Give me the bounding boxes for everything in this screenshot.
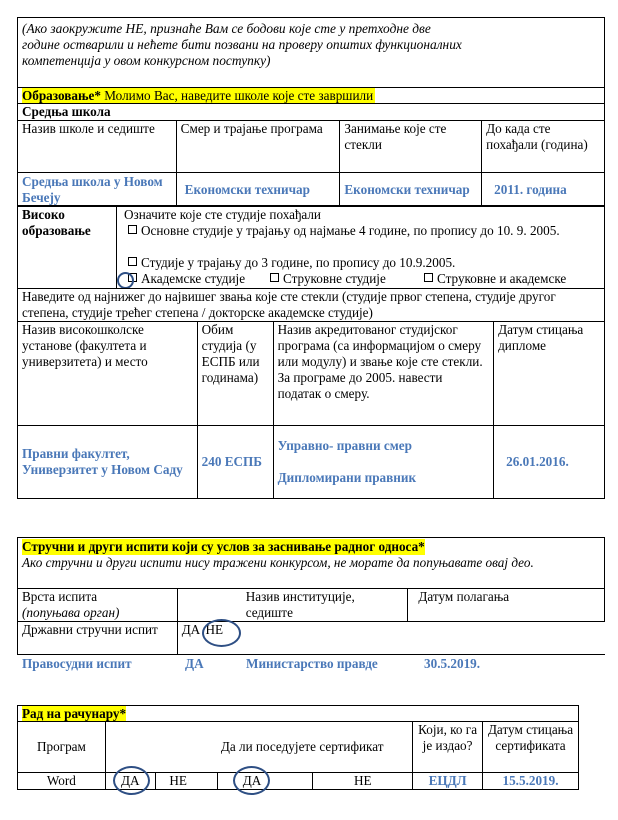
higher-col-institution: Назив високошколске установе (факултета и универзитета) и место	[18, 322, 198, 426]
computer-program: Word	[18, 773, 106, 790]
secondary-label: Средња школа	[22, 104, 111, 119]
higher-col-ects: Обим студија (у ЕСПБ или годинама)	[197, 322, 273, 426]
secondary-occupation: Економски техничар	[340, 173, 482, 207]
exams-heading: Стручни и други испити који су услов за заснивање радног односа*	[22, 539, 425, 554]
option-2-label: Студије у трајању до 3 године, по пропису до 10.9.2005.	[141, 255, 456, 270]
cert-yes-1[interactable]: ДА	[105, 773, 155, 790]
education-heading-label: Образовање*	[22, 88, 101, 103]
exams-table	[17, 588, 605, 655]
secondary-col-name: Назив школе и седиште	[18, 121, 177, 173]
cert-no-2[interactable]: НЕ	[313, 773, 413, 790]
state-exam-yes[interactable]: ДА	[181, 622, 201, 637]
computer-col-program: Програм	[18, 722, 106, 773]
higher-program-cell	[273, 426, 493, 499]
computer-col-cert: Да ли поседујете сертификат	[105, 722, 412, 773]
higher-date: 26.01.2016.	[494, 426, 605, 499]
cert-no-1[interactable]: НЕ	[155, 773, 217, 790]
vocational-academic-label: Струковне и академске	[437, 271, 567, 286]
secondary-col-program: Смер и трајање програма	[176, 121, 340, 173]
exams-col-type	[18, 589, 178, 622]
higher-edu-label: Високо образовање	[22, 207, 91, 238]
higher-edu-option-1	[124, 223, 600, 239]
higher-degree-title: Дипломирани правник	[277, 470, 417, 485]
higher-edu-instruction: Означите које сте студије похађали	[124, 207, 321, 222]
computer-col-issuer: Који, ко га је издао?	[413, 722, 483, 773]
higher-edu-option-3	[128, 271, 245, 287]
higher-edu-option-2	[128, 255, 455, 271]
secondary-year: 2011. година	[482, 173, 605, 207]
education-heading-text: Молимо Вас, наведите школе које сте завршили	[100, 88, 374, 103]
state-exam-label: Државни стручни испит	[18, 622, 178, 655]
checkbox-option-1[interactable]	[128, 225, 137, 234]
exam-yes: ДА	[185, 656, 204, 671]
state-exam-no[interactable]: НЕ	[205, 622, 224, 637]
circle-mark-no	[202, 619, 241, 647]
higher-program: Управно- правни смер	[277, 438, 412, 453]
higher-education-table	[17, 321, 605, 499]
exam-name: Правосудни испит	[22, 656, 132, 671]
cert-date: 15.5.2019.	[483, 773, 579, 790]
higher-list-instruction: Наведите од најнижег до највишег звања које сте стекли (студије првог степена, студије другог степена, студије трећег степена / докторске академске студије)	[22, 289, 556, 320]
exams-col-type-sub: (попуњава орган)	[22, 605, 120, 620]
computer-table	[17, 721, 579, 790]
state-exam-answer	[177, 622, 604, 655]
secondary-program: Економски техничар	[176, 173, 340, 207]
checkbox-vocational[interactable]	[270, 273, 279, 282]
academic-label: Академске студије	[141, 271, 246, 286]
vocational-label: Струковне студије	[283, 271, 386, 286]
secondary-school-name: Средња школа у Новом Бечеју	[18, 173, 177, 207]
checkbox-option-2[interactable]	[128, 257, 137, 266]
education-heading	[22, 88, 375, 103]
cert-yes-2[interactable]: ДА	[217, 773, 313, 790]
higher-institution: Правни факултет, Универзитет у Новом Саду	[18, 426, 198, 499]
higher-edu-option-5	[424, 271, 566, 287]
computer-heading: Рад на рачунару*	[22, 706, 127, 721]
exams-note: Ако стручни и други испити нису тражени конкурсом, не морате да попуњавате овај део.	[22, 555, 534, 570]
option-1-label: Основне студије у трајању од најмање 4 године, по пропису до 10. 9. 2005.	[141, 223, 560, 238]
checkbox-vocational-academic[interactable]	[424, 273, 433, 282]
cert-issuer: ЕЦДЛ	[413, 773, 483, 790]
exams-col-institution: Назив институције, седиште	[177, 589, 408, 622]
circle-mark-academic	[117, 272, 134, 289]
exams-col-date: Датум полагања	[408, 589, 605, 622]
computer-col-date: Датум стицања сертификата	[483, 722, 579, 773]
secondary-col-occupation: Занимање које сте стекли	[340, 121, 482, 173]
exams-col-type-label: Врста испита	[22, 589, 98, 604]
intro-note: (Ако заокружите НЕ, признаће Вам се бодови које сте у претходне две године остварили и нећете бити позвани на проверу општих функционалних компетенција у овом конкурсном поступку)	[22, 21, 462, 68]
exam-date: 30.5.2019.	[424, 656, 481, 671]
secondary-school-table	[17, 120, 605, 207]
higher-col-date: Датум стицања дипломе	[494, 322, 605, 426]
circle-mark-yes-1	[113, 766, 150, 795]
higher-col-program: Назив акредитованог студијског програма (са информацијом о смеру или модулу) и звање које сте стекли. За програме до 2005. навести податак о смеру.	[273, 322, 493, 426]
circle-mark-yes-2	[233, 766, 270, 795]
secondary-col-year: До када сте похађали (година)	[482, 121, 605, 173]
higher-edu-option-4	[270, 271, 386, 287]
higher-ects: 240 ЕСПБ	[197, 426, 273, 499]
exam-institution: Министарство правде	[246, 656, 378, 671]
